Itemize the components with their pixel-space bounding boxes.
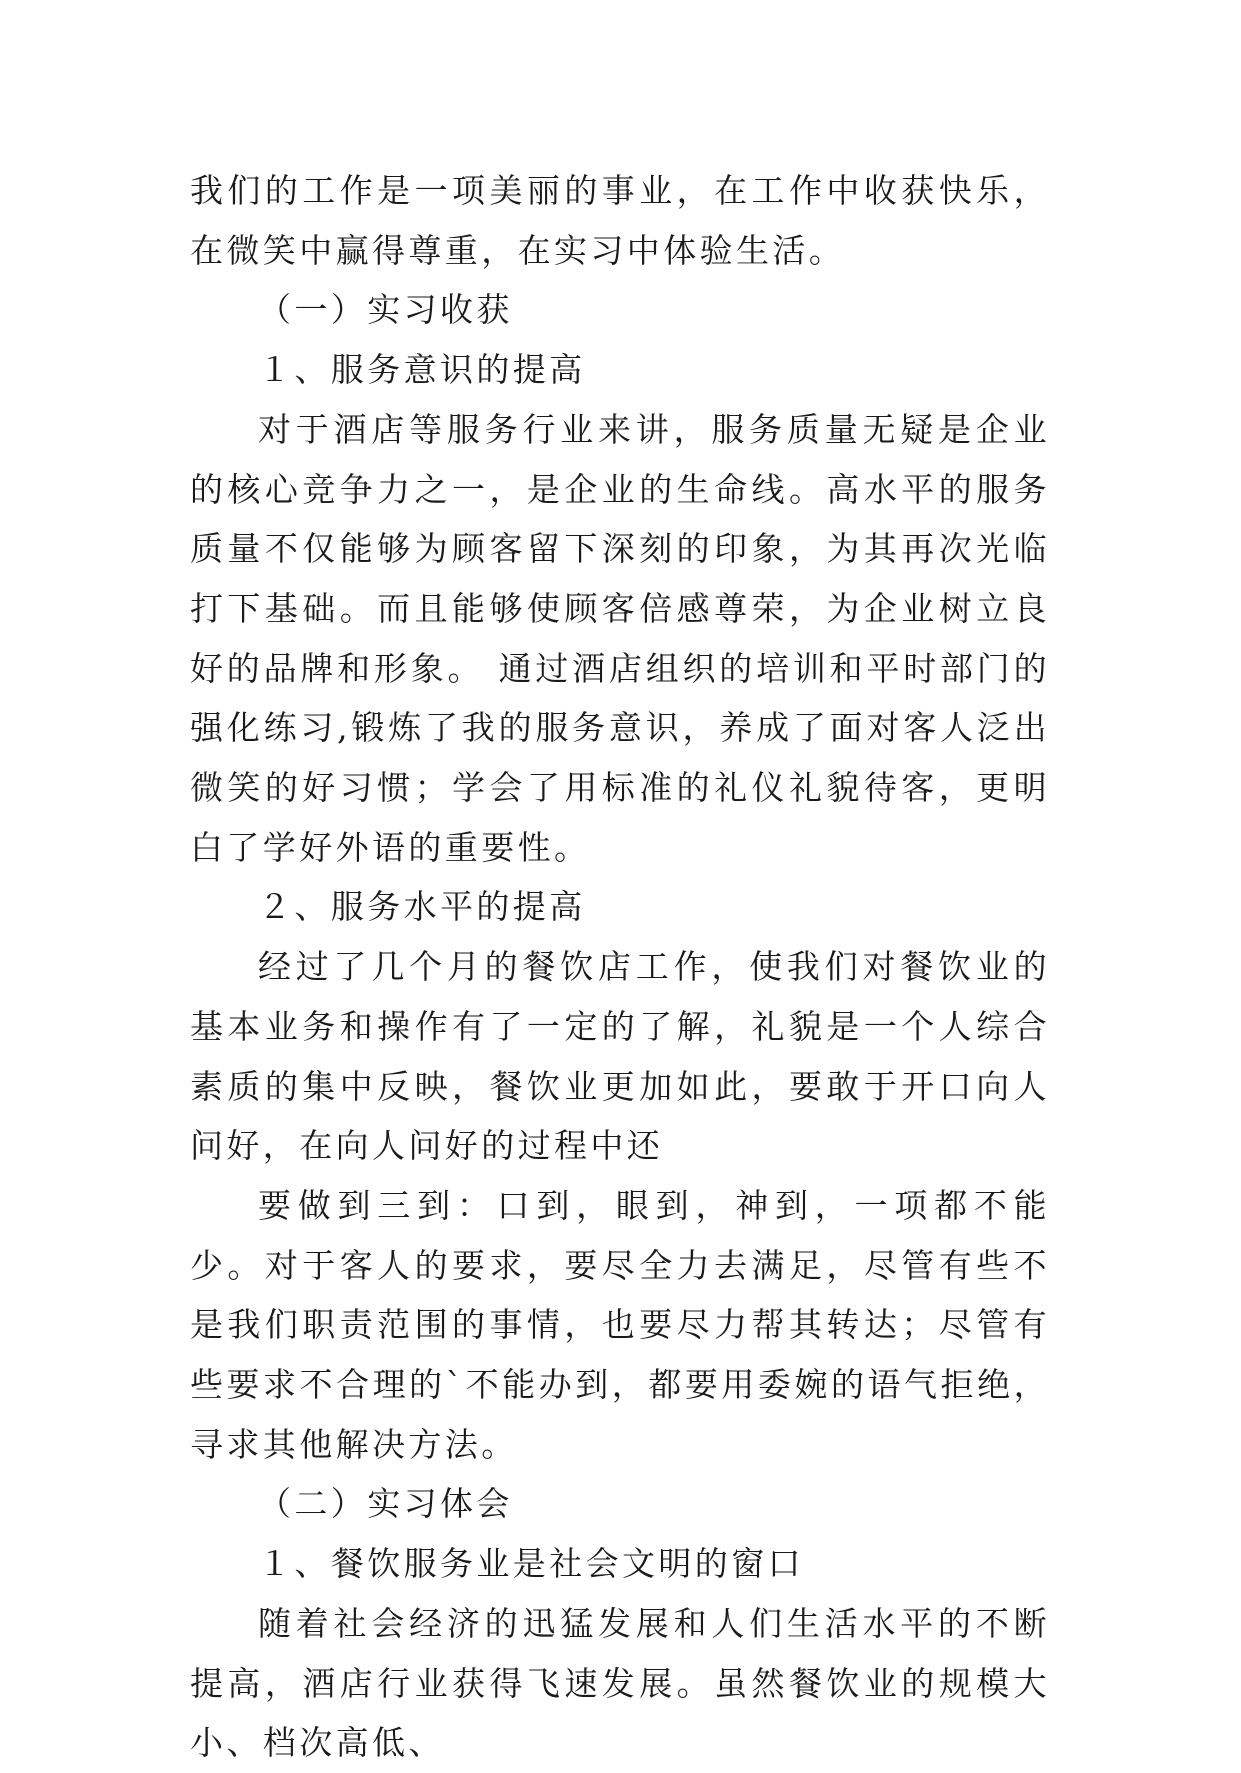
- section-heading: （一）实习收获: [258, 290, 513, 330]
- section-heading: （二）实习体会: [258, 1484, 513, 1524]
- paragraph: 对于酒店等服务行业来讲，服务质量无疑是企业的核心竞争力之一，是企业的生命线。高水平的服务质量不仅能够为顾客留下深刻的印象，为其再次光临打下基础。而且能够使顾客倍感尊荣，为企业树立良好的品牌和形象。 通过酒店组织的培训和平时部门的强化练习,锻炼了我的服务意识，养成了面对客人泛出微笑的好习惯；学会了用标准的礼仪礼貌待客，更明白了学好外语的重要性。: [190, 409, 1050, 867]
- paragraph: 随着社会经济的迅猛发展和人们生活水平的不断提高，酒店行业获得飞速发展。虽然餐饮业的规模大小、档次高低、: [190, 1603, 1050, 1763]
- subsection-heading: １、服务意识的提高: [258, 350, 586, 390]
- document-body: [190, 161, 1050, 1773]
- paragraph: 要做到三到：口到，眼到，神到，一项都不能少。对于客人的要求，要尽全力去满足，尽管有些不是我们职责范围的事情，也要尽力帮其转达；尽管有些要求不合理的`不能办到，都要用委婉的语气拒绝，寻求其他解决方法。: [190, 1185, 1050, 1464]
- subsection-heading: ２、服务水平的提高: [258, 887, 586, 927]
- paragraph: 经过了几个月的餐饮店工作，使我们对餐饮业的基本业务和操作有了一定的了解，礼貌是一个人综合素质的集中反映，餐饮业更加如此，要敢于开口向人问好，在向人问好的过程中还: [190, 947, 1050, 1166]
- paragraph: 我们的工作是一项美丽的事业，在工作中收获快乐，在微笑中赢得尊重，在实习中体验生活。: [190, 171, 1050, 270]
- subsection-heading: １、餐饮服务业是社会文明的窗口: [258, 1544, 804, 1584]
